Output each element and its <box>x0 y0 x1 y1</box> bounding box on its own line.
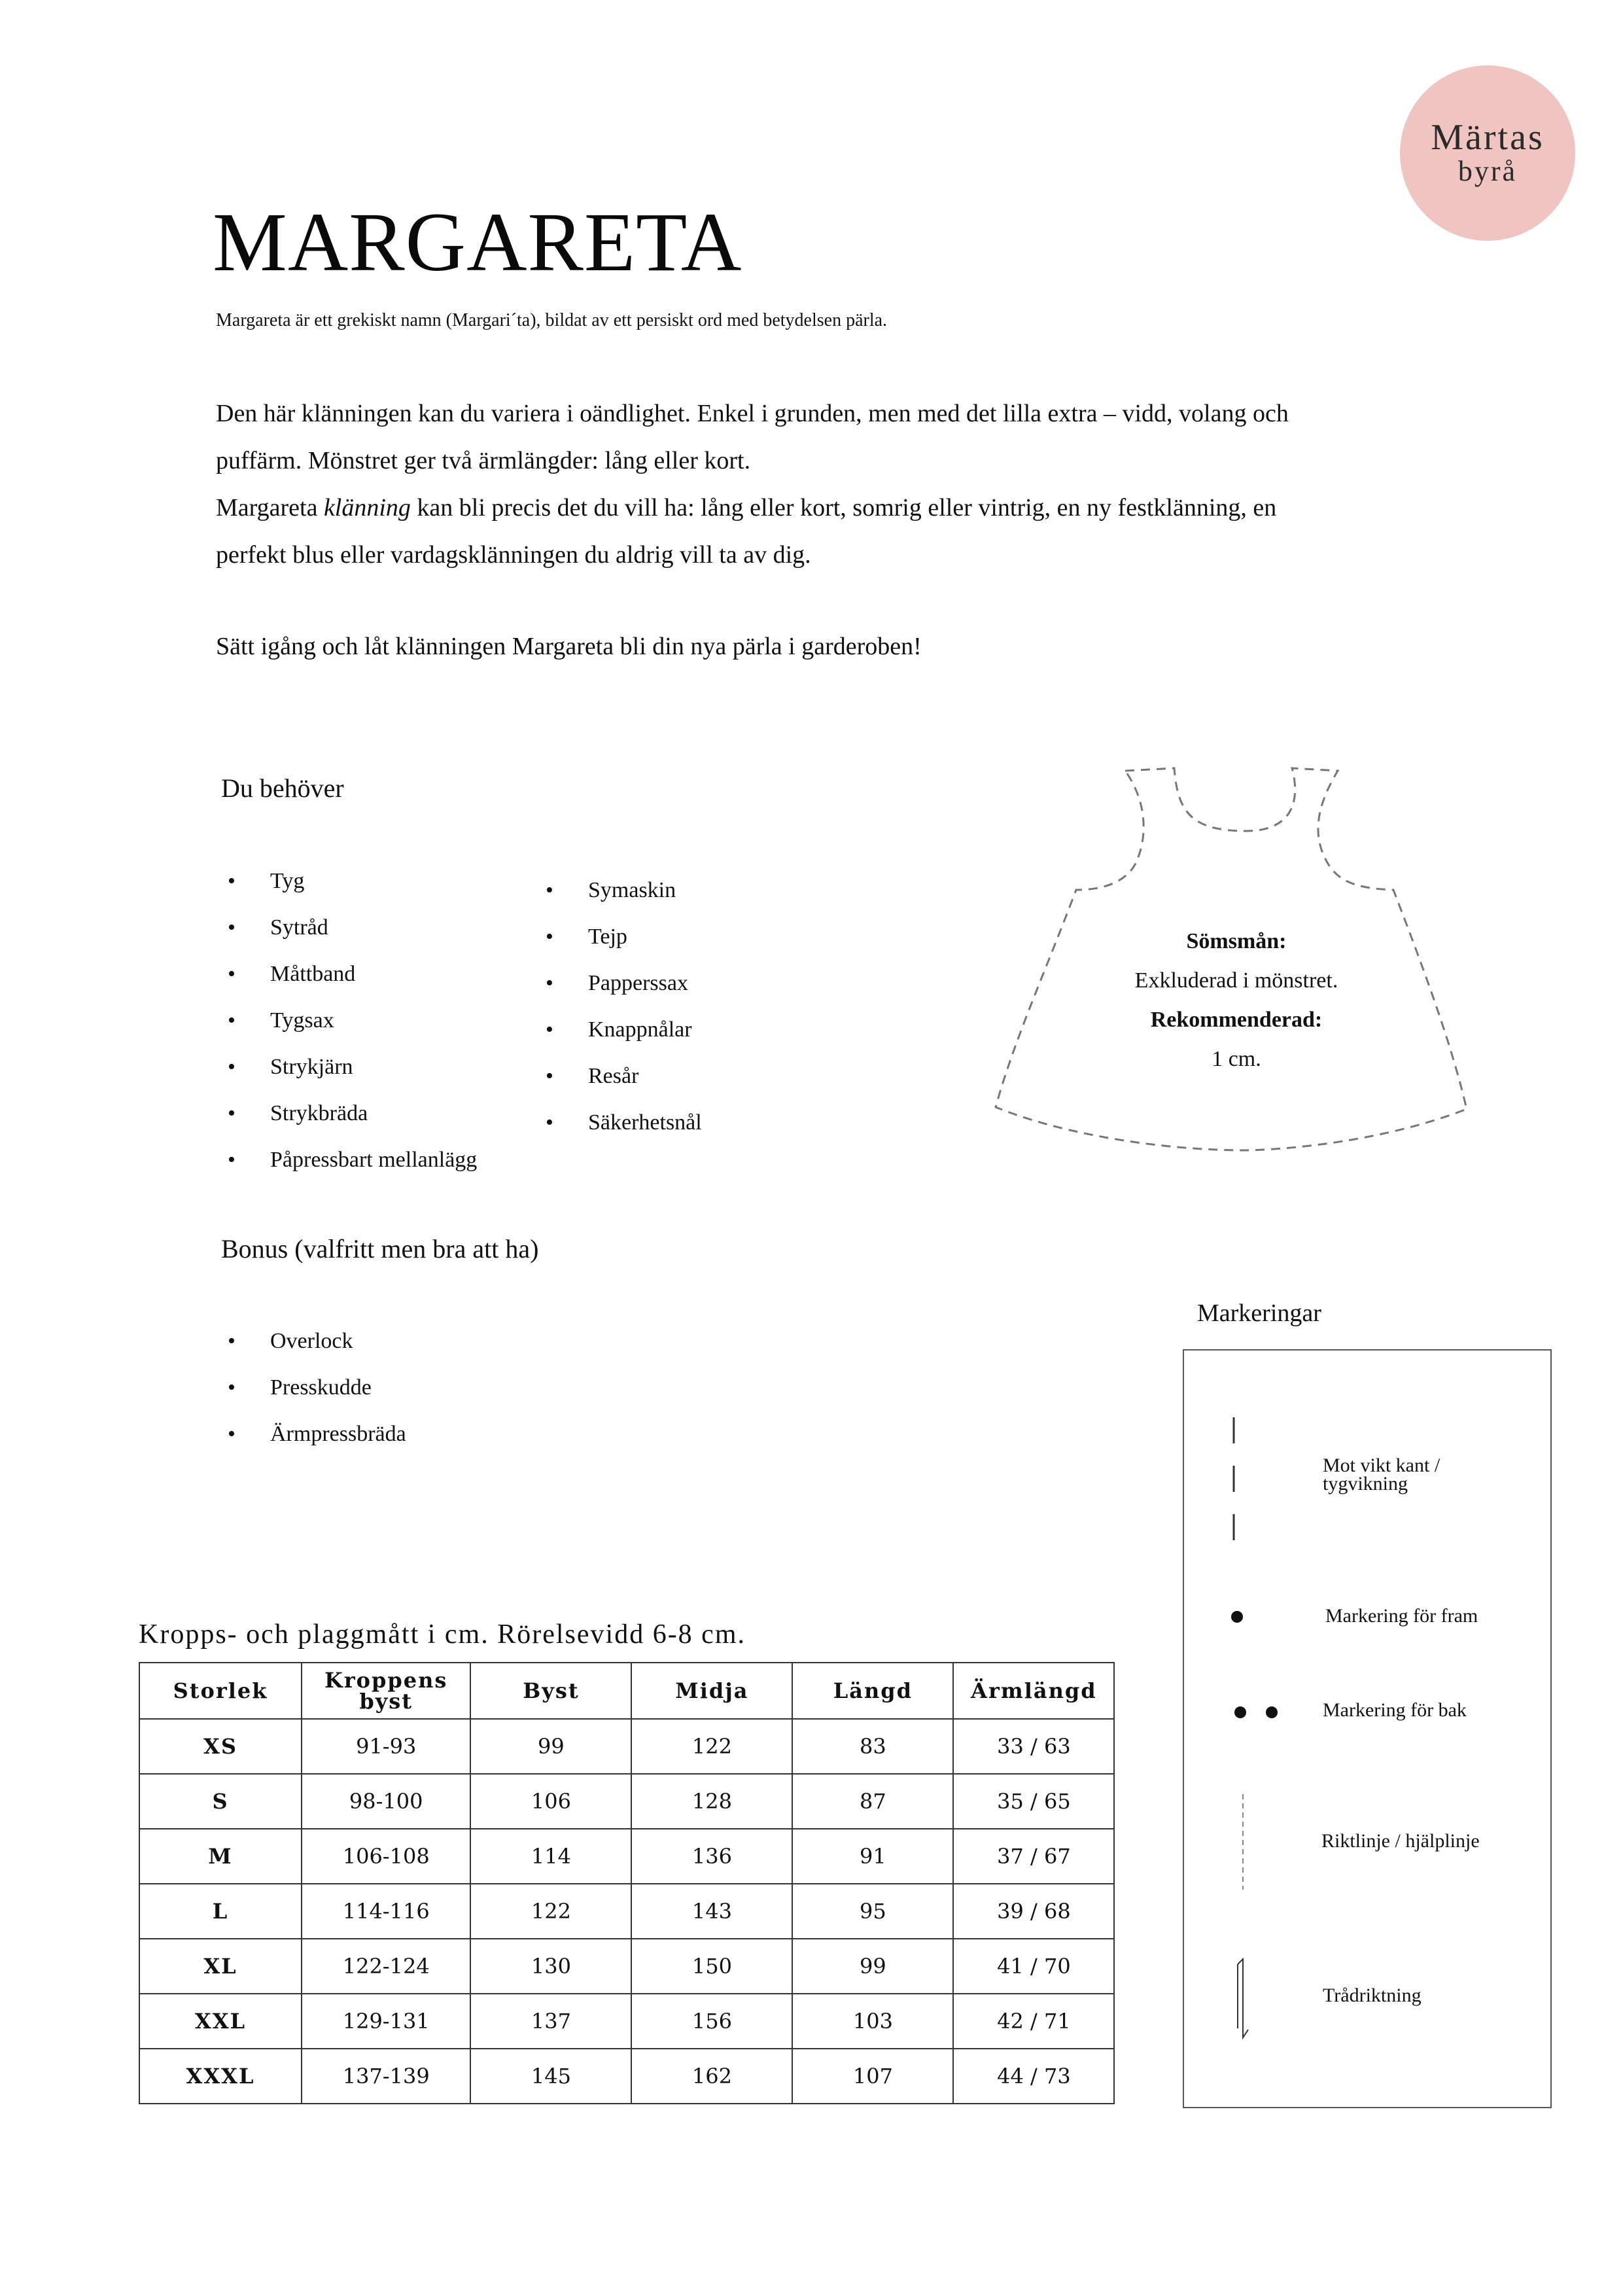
column-header: Storlek <box>139 1663 302 1719</box>
table-row <box>139 1719 1114 1774</box>
size-table <box>139 1662 1115 2104</box>
table-cell: 122 <box>470 1884 631 1939</box>
table-cell: 87 <box>792 1774 953 1829</box>
table-cell: 136 <box>631 1829 792 1884</box>
table-cell: 98-100 <box>302 1774 470 1829</box>
table-row <box>139 1884 1114 1939</box>
seam-recommended-heading: Rekommenderad: <box>1150 1008 1323 1032</box>
intro-text-span: Margareta <box>216 494 324 521</box>
fold-line-icon <box>1227 1413 1240 1544</box>
bonus-heading: Bonus (valfritt men bra att ha) <box>221 1234 539 1263</box>
bonus-list <box>221 1325 406 1464</box>
column-header: Kroppens byst <box>302 1663 470 1719</box>
list-item: • Knappnålar <box>539 1014 702 1060</box>
needs-heading: Du behöver <box>221 773 344 803</box>
table-cell: M <box>139 1829 302 1884</box>
list-item: • Sytråd <box>221 911 477 958</box>
table-cell: 128 <box>631 1774 792 1829</box>
table-cell: XL <box>139 1939 302 1994</box>
intro-line: perfekt blus eller vardagsklänningen du aldrig vill ta av dig. <box>216 541 811 569</box>
guide-line-icon <box>1236 1793 1249 1891</box>
table-header-row <box>139 1663 1114 1719</box>
table-cell: L <box>139 1884 302 1939</box>
table-cell: 130 <box>470 1939 631 1994</box>
needs-list-col2 <box>539 874 702 1153</box>
table-cell: 83 <box>792 1719 953 1774</box>
table-cell: S <box>139 1774 302 1829</box>
logo-line-1: Märtas <box>1431 117 1544 158</box>
seam-recommended-value: 1 cm. <box>1212 1047 1261 1071</box>
table-cell: 106-108 <box>302 1829 470 1884</box>
fold-label-line: tygvikning <box>1323 1473 1408 1494</box>
table-cell: 114-116 <box>302 1884 470 1939</box>
table-cell: 137 <box>470 1994 631 2049</box>
list-item: • Ärmpressbräda <box>221 1418 406 1464</box>
table-cell: 156 <box>631 1994 792 2049</box>
column-header: Längd <box>792 1663 953 1719</box>
back-marker-icon <box>1227 1703 1280 1722</box>
page-title: MARGARETA <box>213 196 742 289</box>
list-item: • Tygsax <box>221 1004 477 1051</box>
table-cell: 99 <box>470 1719 631 1774</box>
table-cell: 44 / 73 <box>953 2049 1114 2104</box>
size-table-title: Kropps- och plaggmått i cm. Rörelsevidd 6-8 cm. <box>139 1619 746 1650</box>
table-cell: XXL <box>139 1994 302 2049</box>
list-item: • Presskudde <box>221 1371 406 1418</box>
intro-closing: Sätt igång och låt klänningen Margareta bli din nya pärla i garderoben! <box>216 633 922 660</box>
list-item: • Påpressbart mellanlägg <box>221 1144 477 1190</box>
table-cell: 39 / 68 <box>953 1884 1114 1939</box>
logo-line-2: byrå <box>1457 155 1518 187</box>
table-cell: 143 <box>631 1884 792 1939</box>
list-item: • Papperssax <box>539 967 702 1014</box>
table-cell: 114 <box>470 1829 631 1884</box>
table-cell: 137-139 <box>302 2049 470 2104</box>
seam-text: Exkluderad i mönstret. <box>1134 968 1338 993</box>
table-cell: 41 / 70 <box>953 1939 1114 1994</box>
table-cell: XS <box>139 1719 302 1774</box>
table-cell: 129-131 <box>302 1994 470 2049</box>
list-item: • Overlock <box>221 1325 406 1371</box>
table-cell: 91-93 <box>302 1719 470 1774</box>
column-header: Midja <box>631 1663 792 1719</box>
markings-title: Markeringar <box>1197 1299 1321 1327</box>
intro-text <box>216 390 1459 670</box>
list-item: • Strykjärn <box>221 1051 477 1097</box>
needs-list-col1 <box>221 865 477 1190</box>
table-cell: 35 / 65 <box>953 1774 1114 1829</box>
table-cell: 162 <box>631 2049 792 2104</box>
table-cell: 95 <box>792 1884 953 1939</box>
table-cell: 33 / 63 <box>953 1719 1114 1774</box>
intro-line: puffärm. Mönstret ger två ärmlängder: lång eller kort. <box>216 447 751 474</box>
list-item: • Resår <box>539 1060 702 1106</box>
table-row <box>139 1994 1114 2049</box>
front-marker-label: Markering för fram <box>1325 1605 1478 1627</box>
table-cell: 150 <box>631 1939 792 1994</box>
list-item: • Strykbräda <box>221 1097 477 1144</box>
table-cell: 122 <box>631 1719 792 1774</box>
fold-label-line: Mot vikt kant / <box>1323 1455 1440 1476</box>
grain-line-label: Trådriktning <box>1323 1985 1422 2006</box>
dress-outline <box>996 768 1467 1150</box>
table-cell: 37 / 67 <box>953 1829 1114 1884</box>
brand-logo <box>1400 65 1575 241</box>
intro-emphasis: klänning <box>323 494 411 521</box>
intro-line <box>216 484 1459 531</box>
list-item: • Tejp <box>539 921 702 967</box>
column-header: Ärmlängd <box>953 1663 1114 1719</box>
table-row <box>139 1939 1114 1994</box>
table-cell: XXXL <box>139 2049 302 2104</box>
intro-line: Den här klänningen kan du variera i oändlighet. Enkel i grunden, men med det lilla extra – vidd, volang och <box>216 400 1289 427</box>
front-marker-icon <box>1227 1607 1247 1627</box>
column-header: Byst <box>470 1663 631 1719</box>
table-cell: 99 <box>792 1939 953 1994</box>
list-item: • Symaskin <box>539 874 702 921</box>
table-cell: 42 / 71 <box>953 1994 1114 2049</box>
intro-text-span: kan bli precis det du vill ha: lång eller kort, somrig eller vintrig, en ny festklänning, en <box>410 494 1277 521</box>
seam-heading: Sömsmån: <box>1186 929 1287 953</box>
back-marker-label: Markering för bak <box>1323 1699 1467 1721</box>
table-cell: 122-124 <box>302 1939 470 1994</box>
list-item: • Tyg <box>221 865 477 911</box>
list-item: • Säkerhetsnål <box>539 1106 702 1153</box>
table-row <box>139 1829 1114 1884</box>
table-cell: 145 <box>470 2049 631 2104</box>
list-item: • Måttband <box>221 958 477 1004</box>
table-cell: 106 <box>470 1774 631 1829</box>
table-cell: 103 <box>792 1994 953 2049</box>
table-row <box>139 2049 1114 2104</box>
page-subtitle: Margareta är ett grekiskt namn (Margari´ta), bildat av ett persiskt ord med betydelsen pärla. <box>216 310 888 330</box>
table-cell: 107 <box>792 2049 953 2104</box>
table-row <box>139 1774 1114 1829</box>
dress-pattern-illustration <box>981 759 1492 1152</box>
fold-label <box>1323 1457 1440 1493</box>
guide-line-label: Riktlinje / hjälplinje <box>1321 1830 1480 1852</box>
table-cell: 91 <box>792 1829 953 1884</box>
grain-line-icon <box>1230 1956 1256 2041</box>
